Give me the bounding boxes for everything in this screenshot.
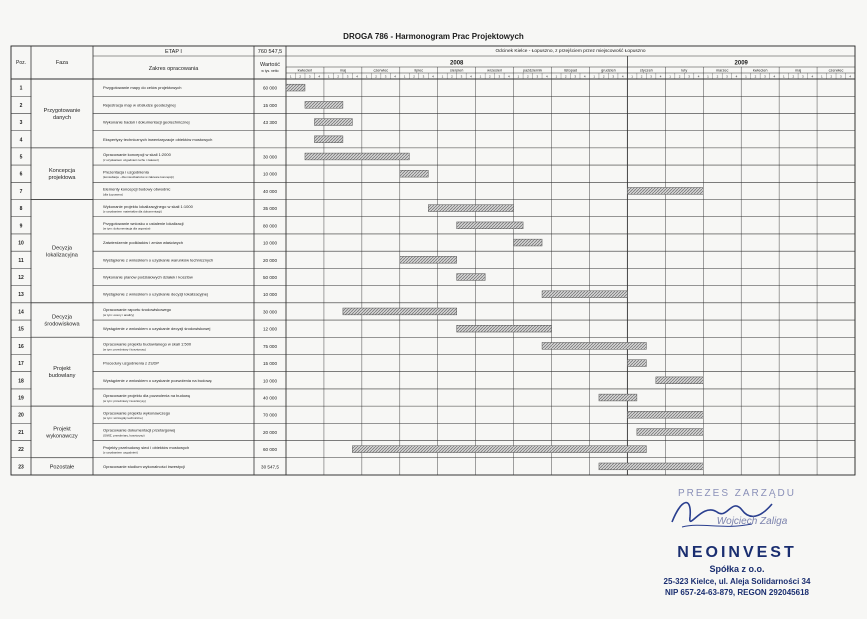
phase-label: wykonawczy	[46, 433, 78, 440]
gantt-bar	[542, 342, 646, 349]
week-label: 4	[508, 74, 510, 79]
week-label: 4	[432, 74, 434, 79]
row-number: 17	[18, 361, 24, 368]
month-label: luty	[681, 68, 688, 73]
week-label: 2	[451, 74, 453, 79]
header-zakres: Zakres opracowania	[148, 66, 199, 72]
week-label: 2	[830, 74, 833, 79]
gantt-bar	[542, 291, 627, 298]
week-label: 3	[308, 74, 311, 79]
task-value: 12 000	[262, 326, 278, 332]
week-label: 4	[697, 74, 700, 79]
gantt-bar	[656, 377, 703, 384]
month-label: maj	[339, 68, 346, 73]
row-number: 21	[18, 429, 24, 436]
task-subdescription: (w tym: szczegóły techniczne)	[103, 416, 143, 421]
task-subdescription: (w tym: przedmiary i kosztorysy)	[103, 347, 146, 352]
task-description: Prezentacja i uzgodnienia	[103, 169, 149, 175]
week-label: 1	[631, 74, 633, 79]
week-label: 2	[678, 74, 681, 79]
header-odcinek: Odcinek Kielce - Łopuszno, z przejściem przez miejscowość Łopuszno	[495, 49, 646, 54]
gantt-bar	[400, 256, 457, 263]
row-number: 2	[19, 102, 23, 109]
month-label: sierpień	[450, 68, 464, 73]
week-label: 1	[555, 74, 558, 79]
week-label: 1	[403, 74, 406, 79]
gantt-bar	[457, 325, 552, 332]
phase-label: Projekt	[53, 426, 71, 433]
week-label: 1	[441, 74, 444, 79]
task-subdescription: (konsultacje - dla mieszkańców w zakresie koncepcji)	[103, 175, 174, 180]
week-label: 4	[735, 74, 738, 79]
month-label: maj	[795, 68, 802, 73]
stamp-title: PREZES ZARZĄDU	[677, 488, 796, 499]
task-description: Opracowanie studium wykonalności inwestycji	[103, 463, 185, 469]
task-description: Wystąpienie z wnioskiem o uzyskanie pozwolenia na budowę	[103, 377, 212, 383]
month-label: kwiecień	[752, 68, 768, 73]
task-value: 30 000	[262, 309, 278, 315]
row-number: 19	[18, 395, 24, 402]
task-description: Opracowanie koncepcji w skali 1:2000	[103, 152, 171, 158]
stamp-name: Wojciech Zaliga	[716, 516, 788, 527]
row-number: 23	[18, 464, 24, 471]
week-label: 3	[574, 74, 577, 79]
task-subdescription: (dla Łopuszna)	[103, 192, 123, 197]
task-description: Zatwierdzenie podkładów i zmian właściwych	[103, 240, 184, 246]
phase-label: projektowa	[48, 175, 76, 182]
task-value: 20 000	[262, 429, 278, 435]
company-stamp	[612, 484, 862, 619]
task-description: Projekty przebudowy sieci i obiektów mostowych	[103, 444, 190, 450]
task-value: 43 300	[262, 120, 278, 126]
week-label: 3	[536, 74, 539, 79]
row-number: 12	[18, 275, 24, 281]
phase-label: Pozostałe	[49, 464, 75, 471]
week-label: 2	[337, 74, 339, 79]
week-label: 2	[299, 74, 302, 79]
row-number: 14	[18, 309, 24, 316]
task-description: Opracowanie projektu budowlanego w skali 1:500	[103, 341, 192, 347]
task-value: 60 000	[262, 85, 278, 91]
month-label: styczeń	[639, 68, 653, 73]
row-number: 18	[18, 378, 24, 385]
week-label: 2	[754, 74, 757, 79]
phase-label: środowiskowa	[44, 321, 80, 328]
row-number: 10	[18, 240, 24, 247]
week-label: 4	[811, 74, 814, 79]
task-value: 10 000	[262, 292, 278, 298]
company-name: Spółka z o.o.	[709, 564, 765, 574]
task-description: Opracowanie raportu środowiskowego	[103, 307, 172, 313]
month-label: marzec	[716, 68, 729, 73]
month-label: czerwiec	[373, 68, 389, 73]
month-label: listopad	[563, 68, 578, 73]
week-label: 2	[413, 74, 415, 79]
task-description: Wystąpienie z wnioskiem o uzyskanie decyzji środowiskowej	[103, 326, 211, 332]
gantt-bars	[286, 84, 703, 470]
week-label: 3	[460, 74, 463, 79]
task-description: Wykonanie projektu lokalizacyjnego w skali 1:1000	[103, 203, 193, 209]
week-label: 3	[650, 74, 652, 79]
gantt-bar	[305, 101, 343, 108]
phase-label: Decyzja	[52, 314, 72, 321]
phase-label: Projekt	[53, 366, 71, 373]
week-label: 3	[346, 74, 349, 79]
gantt-bar	[305, 153, 409, 160]
week-label: 1	[479, 74, 482, 79]
gantt-bar	[343, 308, 457, 315]
task-description: Przygotowanie wniosku o ustalenie lokalizacji	[103, 221, 184, 227]
row-number: 8	[19, 206, 23, 213]
week-label: 4	[356, 74, 358, 79]
week-label: 1	[707, 74, 709, 79]
gantt-bar	[314, 136, 342, 143]
week-label: 2	[716, 74, 719, 79]
row-number: 5	[19, 154, 23, 161]
row-number: 15	[18, 326, 24, 333]
task-value: 10 000	[262, 378, 278, 384]
task-description: Opracowanie projektu dla pozwolenia na budowę	[103, 393, 191, 399]
week-label: 3	[498, 74, 501, 79]
page-title: DROGA 786 - Harmonogram Prac Projektowych	[343, 32, 524, 41]
week-label: 4	[470, 74, 472, 79]
header-faza: Faza	[55, 60, 69, 66]
gantt-bar	[627, 411, 703, 418]
week-label: 4	[773, 74, 776, 79]
phase-label: Decyzja	[52, 245, 72, 252]
gantt-bar	[599, 463, 703, 470]
task-description: Wystąpienie z wnioskiem o uzyskanie decyzji lokalizacyjnej	[103, 291, 208, 297]
week-label: 3	[839, 74, 842, 79]
row-number: 22	[18, 447, 24, 454]
task-value: 10 000	[262, 171, 278, 177]
header-etap: ETAP I	[165, 49, 182, 55]
row-number: 13	[18, 292, 24, 299]
phase-label: danych	[52, 114, 72, 121]
task-subdescription: (w tym: oceny i analizy)	[103, 312, 135, 317]
task-value: 15 000	[262, 102, 278, 108]
week-label: 4	[318, 74, 321, 79]
task-description: Wystąpienie z wnioskiem o uzyskanie warunków technicznych	[103, 257, 214, 263]
header-wartosc: Wartość	[260, 62, 280, 68]
week-label: 1	[820, 74, 823, 79]
week-label: 2	[640, 74, 643, 79]
task-description: Procedury uzgodnienia z ZUDP	[103, 360, 160, 366]
phase-label: Przygotowanie	[43, 107, 81, 114]
row-number: 20	[18, 412, 24, 419]
year-label: 2008	[450, 60, 464, 67]
month-label: wrzesień	[487, 68, 503, 73]
task-description: Przygotowanie mapy do celów projektowych	[103, 85, 182, 91]
week-label: 3	[384, 74, 387, 79]
gantt-bar	[457, 274, 485, 281]
week-label: 4	[545, 74, 548, 79]
gantt-bar	[352, 446, 646, 453]
task-value: 10 000	[262, 240, 278, 246]
task-value: 20 000	[262, 257, 278, 263]
row-number: 4	[19, 137, 23, 144]
week-label: 4	[621, 74, 624, 79]
task-subdescription: (w tym: przedmiary i kosztorysy)	[103, 398, 146, 403]
month-label: lipiec	[414, 68, 424, 73]
row-number: 16	[18, 343, 24, 350]
task-value: 75 000	[262, 343, 278, 349]
week-label: 3	[688, 74, 690, 79]
gantt-bar	[286, 84, 305, 91]
phase-label: lokalizacyjna	[46, 252, 78, 259]
task-description: Wykonanie badań i dokumentacji geotechnicznej	[103, 119, 190, 125]
task-value: 30 000	[262, 154, 278, 160]
week-label: 4	[583, 74, 586, 79]
row-number: 7	[19, 188, 23, 195]
week-label: 2	[792, 74, 795, 79]
row-number: 3	[19, 120, 23, 127]
task-description: Wykonanie planów podziałowych działek i kosztów	[103, 274, 193, 280]
task-value: 50 000	[262, 275, 278, 280]
task-subdescription: (SIWZ, przedmiary, kosztorysy)	[103, 433, 145, 438]
header-etap-value: 760 547,5	[257, 49, 283, 55]
gantt-bar	[627, 188, 703, 195]
gantt-bar	[457, 222, 523, 229]
company-address: 25-323 Kielce, ul. Aleja Solidarności 34	[663, 577, 811, 586]
phase-label: budowlany	[48, 373, 76, 380]
month-label: grudzień	[601, 68, 616, 73]
week-label: 2	[375, 74, 377, 79]
task-description: Elementy koncepcji budowy obwodnic	[103, 186, 171, 192]
row-number: 11	[18, 257, 24, 264]
phase-label: Koncepcja	[48, 168, 76, 175]
company-logo: NEOINVEST	[677, 544, 797, 561]
gantt-bar	[428, 205, 513, 212]
task-value: 30 547,5	[261, 464, 279, 470]
month-label: październik	[522, 68, 543, 73]
signature-icon	[662, 492, 792, 537]
task-value: 15 000	[262, 361, 278, 367]
week-label: 1	[593, 74, 596, 79]
year-label: 2009	[734, 60, 748, 67]
row-number: 9	[19, 223, 23, 230]
week-label: 3	[422, 74, 425, 79]
week-label: 1	[327, 74, 330, 79]
week-label: 3	[802, 74, 804, 79]
row-number: 1	[19, 85, 23, 92]
gantt-bar	[599, 394, 637, 401]
task-value: 60 000	[262, 447, 278, 453]
task-subdescription: (z uzyskaniem uzgodnień ruchu i zaleceń)	[103, 157, 159, 162]
week-label: 4	[394, 74, 396, 79]
task-value: 35 000	[262, 206, 278, 212]
gantt-bar	[314, 119, 352, 126]
week-label: 2	[564, 74, 567, 79]
header-wartosc-unit: w tys. netto	[261, 69, 279, 73]
task-description: Rejestracja map w obsłudze geodezyjnej	[103, 102, 176, 108]
week-label: 1	[669, 74, 671, 79]
gantt-bar	[637, 429, 703, 436]
week-label: 1	[289, 74, 292, 79]
task-subdescription: (z uzyskaniem uzgodnień)	[103, 450, 138, 455]
task-value: 40 000	[262, 188, 278, 194]
week-label: 1	[745, 74, 747, 79]
task-value: 80 000	[262, 223, 278, 229]
task-subdescription: (w tym: dokumentacja dla organów)	[103, 226, 151, 231]
task-description: Ekspertyzy technicznych inwentaryzacje obiektów mostowych	[103, 136, 213, 142]
task-description: Opracowanie dokumentacji przetargowej	[103, 427, 176, 433]
week-label: 3	[726, 74, 728, 79]
week-label: 1	[365, 74, 368, 79]
week-label: 4	[849, 74, 852, 79]
company-ids: NIP 657-24-63-879, REGON 292045618	[665, 588, 809, 597]
week-label: 3	[764, 74, 766, 79]
week-label: 2	[526, 74, 529, 79]
week-label: 3	[612, 74, 615, 79]
task-subdescription: (z uzyskaniem materiałów dla dokumentacji)	[103, 209, 162, 214]
week-label: 2	[489, 74, 491, 79]
month-label: czerwiec	[828, 68, 844, 73]
header-lp: Poz.	[15, 60, 27, 66]
week-label: 1	[517, 74, 520, 79]
task-value: 70 000	[262, 412, 278, 418]
week-label: 2	[602, 74, 605, 79]
row-number: 6	[19, 171, 23, 178]
task-description: Opracowanie projektu wykonawczego	[103, 410, 171, 416]
task-value: 40 000	[262, 395, 278, 401]
gantt-bar	[400, 170, 428, 177]
gantt-bar	[514, 239, 542, 246]
month-label: kwiecień	[297, 68, 313, 73]
gantt-bar	[627, 360, 646, 367]
week-label: 4	[659, 74, 662, 79]
week-label: 1	[783, 74, 785, 79]
